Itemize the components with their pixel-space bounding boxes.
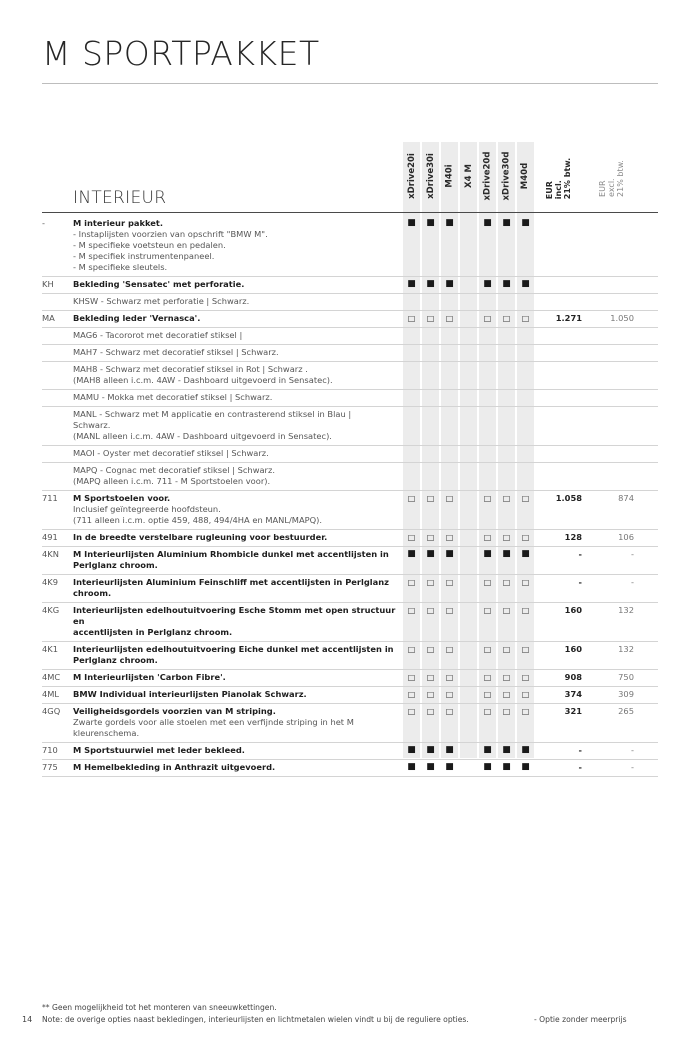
option-title: M Hemelbekleding in Anthrazit uitgevoerd. bbox=[73, 762, 276, 772]
standard-mark: ■ bbox=[502, 218, 511, 228]
optional-mark: □ bbox=[407, 673, 416, 682]
option-detail: Schwarz. bbox=[73, 420, 111, 430]
option-detail: MAOI - Oyster met decoratief stiksel | Schwarz. bbox=[73, 448, 269, 458]
option-detail: (711 alleen i.c.m. optie 459, 488, 494/4HA en MANL/MAPQ). bbox=[73, 515, 323, 525]
option-description bbox=[73, 549, 403, 571]
optional-mark: □ bbox=[407, 606, 416, 615]
optional-mark: □ bbox=[407, 494, 416, 503]
optional-mark: □ bbox=[445, 690, 454, 699]
optional-mark: □ bbox=[445, 673, 454, 682]
optional-mark: □ bbox=[502, 606, 511, 615]
option-title: M Interieurlijsten Aluminium Rhombicle dunkel met accentlijsten in bbox=[73, 549, 389, 559]
standard-mark: ■ bbox=[483, 279, 492, 289]
optional-mark: □ bbox=[521, 314, 530, 323]
option-code: 491 bbox=[42, 532, 58, 542]
standard-mark: ■ bbox=[445, 745, 454, 755]
price-incl-vat: 128 bbox=[564, 532, 582, 542]
price-incl-label-2: incl. bbox=[554, 179, 564, 199]
option-title: M Sportstoelen voor. bbox=[73, 493, 171, 503]
option-title: Bekleding 'Sensatec' met perforatie. bbox=[73, 279, 245, 289]
option-description bbox=[73, 392, 403, 403]
option-title: Perlglanz chroom. bbox=[73, 560, 158, 570]
option-description bbox=[73, 605, 403, 638]
page-number: 14 bbox=[22, 1015, 33, 1024]
optional-mark: □ bbox=[445, 533, 454, 542]
option-title: Interieurlijsten Aluminium Feinschliff met accentlijsten in Perlglanz bbox=[73, 577, 389, 587]
standard-mark: ■ bbox=[502, 745, 511, 755]
option-row bbox=[42, 277, 658, 294]
option-description bbox=[73, 364, 403, 386]
standard-mark: ■ bbox=[483, 549, 492, 559]
model-name: xDrive20d bbox=[482, 151, 493, 201]
section-title: INTERIEUR bbox=[73, 188, 167, 208]
price-excl-vat: 132 bbox=[618, 605, 634, 615]
option-detail: - M specifieke sleutels. bbox=[73, 262, 168, 272]
option-detail: MANL - Schwarz met M applicatie en contrasterend stiksel in Blau | bbox=[73, 409, 352, 419]
option-description bbox=[73, 218, 403, 273]
standard-mark: ■ bbox=[445, 762, 454, 772]
standard-mark: ■ bbox=[521, 279, 530, 289]
price-incl-vat: 374 bbox=[564, 689, 582, 699]
price-excl-vat: - bbox=[631, 745, 634, 755]
standard-mark: ■ bbox=[407, 762, 416, 772]
option-code: 4K9 bbox=[42, 577, 58, 587]
optional-mark: □ bbox=[521, 645, 530, 654]
model-name: xDrive30d bbox=[501, 151, 512, 201]
option-row bbox=[42, 687, 658, 704]
optional-mark: □ bbox=[426, 690, 435, 699]
option-detail: (MANL alleen i.c.m. 4AW - Dashboard uitgevoerd in Sensatec). bbox=[73, 431, 332, 441]
option-code: 4KG bbox=[42, 605, 60, 615]
optional-mark: □ bbox=[426, 494, 435, 503]
price-excl-vat: 309 bbox=[618, 689, 634, 699]
optional-mark: □ bbox=[426, 578, 435, 587]
option-row bbox=[42, 407, 658, 446]
standard-mark: ■ bbox=[426, 549, 435, 559]
price-incl-header bbox=[541, 145, 577, 211]
optional-mark: □ bbox=[445, 707, 454, 716]
option-row bbox=[42, 670, 658, 687]
standard-mark: ■ bbox=[502, 279, 511, 289]
option-row bbox=[42, 216, 658, 277]
options-table bbox=[42, 216, 658, 777]
model-column-header bbox=[403, 143, 420, 209]
option-title: Perlglanz chroom. bbox=[73, 655, 158, 665]
standard-mark: ■ bbox=[521, 745, 530, 755]
option-code: 711 bbox=[42, 493, 58, 503]
option-row bbox=[42, 390, 658, 407]
optional-mark: □ bbox=[407, 533, 416, 542]
standard-mark: ■ bbox=[521, 549, 530, 559]
option-code: 710 bbox=[42, 745, 58, 755]
option-detail: (MAH8 alleen i.c.m. 4AW - Dashboard uitgevoerd in Sensatec). bbox=[73, 375, 333, 385]
standard-mark: ■ bbox=[502, 762, 511, 772]
standard-mark: ■ bbox=[521, 218, 530, 228]
optional-mark: □ bbox=[502, 707, 511, 716]
standard-mark: ■ bbox=[426, 762, 435, 772]
price-incl-vat: 1.271 bbox=[555, 313, 582, 323]
option-detail: MAPQ - Cognac met decoratief stiksel | Schwarz. bbox=[73, 465, 275, 475]
header-divider bbox=[42, 212, 658, 213]
option-code: 4KN bbox=[42, 549, 59, 559]
model-column-header bbox=[441, 143, 458, 209]
model-column-header bbox=[517, 143, 534, 209]
optional-mark: □ bbox=[483, 645, 492, 654]
option-description bbox=[73, 448, 403, 459]
option-title: In de breedte verstelbare rugleuning voor bestuurder. bbox=[73, 532, 328, 542]
price-excl-vat: 106 bbox=[618, 532, 634, 542]
option-detail: MAH7 - Schwarz met decoratief stiksel | Schwarz. bbox=[73, 347, 279, 357]
optional-mark: □ bbox=[483, 606, 492, 615]
standard-mark: ■ bbox=[502, 549, 511, 559]
price-excl-vat: - bbox=[631, 762, 634, 772]
standard-mark: ■ bbox=[445, 218, 454, 228]
optional-mark: □ bbox=[426, 707, 435, 716]
option-detail: MAG6 - Tacororot met decoratief stiksel | bbox=[73, 330, 243, 340]
optional-mark: □ bbox=[426, 314, 435, 323]
option-row bbox=[42, 362, 658, 390]
option-code: - bbox=[42, 218, 45, 228]
model-column-header bbox=[422, 143, 439, 209]
option-description bbox=[73, 279, 403, 290]
standard-mark: ■ bbox=[407, 745, 416, 755]
price-incl-vat: 160 bbox=[564, 644, 582, 654]
model-name: xDrive30i bbox=[425, 153, 436, 199]
price-excl-vat: 1.050 bbox=[610, 313, 634, 323]
option-title: BMW Individual interieurlijsten Pianolak Schwarz. bbox=[73, 689, 307, 699]
price-incl-vat: - bbox=[578, 549, 582, 559]
option-title: M interieur pakket. bbox=[73, 218, 164, 228]
option-title: accentlijsten in Perlglanz chroom. bbox=[73, 627, 233, 637]
optional-mark: □ bbox=[502, 533, 511, 542]
price-excl-vat: 874 bbox=[618, 493, 634, 503]
footnote-note: Note: de overige opties naast bekledingen, interieurlijsten en lichtmetalen wielen vindt u bij de reguliere opties. bbox=[42, 1015, 469, 1024]
optional-mark: □ bbox=[445, 645, 454, 654]
option-row bbox=[42, 446, 658, 463]
option-row bbox=[42, 463, 658, 491]
price-incl-label-3: 21% btw. bbox=[563, 157, 573, 199]
optional-mark: □ bbox=[521, 533, 530, 542]
option-code: MA bbox=[42, 313, 55, 323]
standard-mark: ■ bbox=[521, 762, 530, 772]
option-description bbox=[73, 745, 403, 756]
optional-mark: □ bbox=[483, 673, 492, 682]
option-title: Interieurlijsten edelhoutuitvoering Eiche dunkel met accentlijsten in bbox=[73, 644, 394, 654]
price-excl-vat: - bbox=[631, 577, 634, 587]
optional-mark: □ bbox=[483, 707, 492, 716]
price-incl-vat: 1.058 bbox=[555, 493, 582, 503]
option-detail: Zwarte gordels voor alle stoelen met een verfijnde striping in het M bbox=[73, 717, 354, 727]
model-column-header bbox=[460, 143, 477, 209]
option-detail: MAH8 - Schwarz met decoratief stiksel in Rot | Schwarz . bbox=[73, 364, 308, 374]
option-description bbox=[73, 493, 403, 526]
optional-mark: □ bbox=[407, 314, 416, 323]
top-divider bbox=[42, 83, 658, 84]
standard-mark: ■ bbox=[426, 745, 435, 755]
option-code: 4MC bbox=[42, 672, 61, 682]
option-row bbox=[42, 743, 658, 760]
optional-mark: □ bbox=[521, 690, 530, 699]
option-description bbox=[73, 465, 403, 487]
option-row bbox=[42, 345, 658, 362]
price-excl-label-3: 21% btw. bbox=[615, 159, 625, 197]
option-description bbox=[73, 409, 403, 442]
standard-mark: ■ bbox=[407, 279, 416, 289]
optional-mark: □ bbox=[521, 494, 530, 503]
legend: - Optie zonder meerprijs bbox=[534, 1015, 627, 1024]
standard-mark: ■ bbox=[445, 279, 454, 289]
model-name: X4 M bbox=[463, 164, 474, 188]
standard-mark: ■ bbox=[426, 218, 435, 228]
optional-mark: □ bbox=[521, 578, 530, 587]
optional-mark: □ bbox=[521, 673, 530, 682]
model-column-header bbox=[498, 143, 515, 209]
optional-mark: □ bbox=[502, 690, 511, 699]
optional-mark: □ bbox=[502, 494, 511, 503]
price-excl-vat: - bbox=[631, 549, 634, 559]
standard-mark: ■ bbox=[483, 218, 492, 228]
option-title: Veiligheidsgordels voorzien van M striping. bbox=[73, 706, 276, 716]
optional-mark: □ bbox=[502, 578, 511, 587]
option-description bbox=[73, 330, 403, 341]
page-title: M SPORTPAKKET bbox=[42, 34, 320, 73]
option-title: M Interieurlijsten 'Carbon Fibre'. bbox=[73, 672, 226, 682]
option-row bbox=[42, 311, 658, 328]
option-description bbox=[73, 672, 403, 683]
option-row bbox=[42, 547, 658, 575]
model-name: xDrive20i bbox=[406, 153, 417, 199]
option-description bbox=[73, 532, 403, 543]
standard-mark: ■ bbox=[483, 745, 492, 755]
price-excl-vat: 132 bbox=[618, 644, 634, 654]
model-name: M40i bbox=[444, 164, 455, 188]
option-detail: kleurenschema. bbox=[73, 728, 140, 738]
option-row bbox=[42, 530, 658, 547]
option-description bbox=[73, 644, 403, 666]
option-description bbox=[73, 706, 403, 739]
price-incl-vat: 160 bbox=[564, 605, 582, 615]
option-code: 4K1 bbox=[42, 644, 58, 654]
optional-mark: □ bbox=[502, 645, 511, 654]
option-title: Bekleding leder 'Vernasca'. bbox=[73, 313, 201, 323]
price-incl-vat: - bbox=[578, 577, 582, 587]
standard-mark: ■ bbox=[407, 218, 416, 228]
option-row bbox=[42, 328, 658, 345]
footnote-snow-chains: ** Geen mogelijkheid tot het monteren van sneeuwkettingen. bbox=[42, 1003, 277, 1012]
optional-mark: □ bbox=[445, 606, 454, 615]
optional-mark: □ bbox=[483, 690, 492, 699]
price-excl-label-1: EUR bbox=[597, 179, 607, 197]
price-incl-vat: 321 bbox=[564, 706, 582, 716]
price-incl-label-1: EUR bbox=[545, 180, 555, 199]
option-description bbox=[73, 577, 403, 599]
option-row bbox=[42, 642, 658, 670]
option-title: M Sportstuurwiel met leder bekleed. bbox=[73, 745, 245, 755]
option-code: 4GQ bbox=[42, 706, 61, 716]
optional-mark: □ bbox=[483, 314, 492, 323]
optional-mark: □ bbox=[407, 578, 416, 587]
optional-mark: □ bbox=[521, 606, 530, 615]
price-incl-vat: - bbox=[578, 745, 582, 755]
option-title: chroom. bbox=[73, 588, 112, 598]
option-detail: (MAPQ alleen i.c.m. 711 - M Sportstoelen voor). bbox=[73, 476, 271, 486]
optional-mark: □ bbox=[426, 533, 435, 542]
price-excl-vat: 750 bbox=[618, 672, 634, 682]
option-code: 775 bbox=[42, 762, 58, 772]
model-column-header bbox=[479, 143, 496, 209]
price-excl-label-2: excl. bbox=[606, 177, 616, 197]
optional-mark: □ bbox=[407, 690, 416, 699]
option-row bbox=[42, 491, 658, 530]
standard-mark: ■ bbox=[407, 549, 416, 559]
optional-mark: □ bbox=[426, 606, 435, 615]
optional-mark: □ bbox=[407, 645, 416, 654]
option-row bbox=[42, 603, 658, 642]
price-incl-vat: 908 bbox=[564, 672, 582, 682]
optional-mark: □ bbox=[445, 578, 454, 587]
optional-mark: □ bbox=[502, 314, 511, 323]
option-detail: MAMU - Mokka met decoratief stiksel | Schwarz. bbox=[73, 392, 273, 402]
standard-mark: ■ bbox=[426, 279, 435, 289]
option-detail: KHSW - Schwarz met perforatie | Schwarz. bbox=[73, 296, 250, 306]
optional-mark: □ bbox=[445, 494, 454, 503]
option-row bbox=[42, 760, 658, 777]
standard-mark: ■ bbox=[445, 549, 454, 559]
optional-mark: □ bbox=[483, 494, 492, 503]
option-description bbox=[73, 762, 403, 773]
price-incl-vat: - bbox=[578, 762, 582, 772]
model-name: M40d bbox=[520, 162, 531, 190]
optional-mark: □ bbox=[426, 645, 435, 654]
optional-mark: □ bbox=[521, 707, 530, 716]
optional-mark: □ bbox=[445, 314, 454, 323]
price-excl-header bbox=[593, 145, 629, 211]
standard-mark: ■ bbox=[483, 762, 492, 772]
option-detail: Inclusief geïntegreerde hoofdsteun. bbox=[73, 504, 221, 514]
option-description bbox=[73, 347, 403, 358]
option-code: 4ML bbox=[42, 689, 60, 699]
option-detail: - M specifiek instrumentenpaneel. bbox=[73, 251, 215, 261]
option-description bbox=[73, 689, 403, 700]
option-detail: - Instaplijsten voorzien van opschrift "BMW M". bbox=[73, 229, 268, 239]
option-description bbox=[73, 296, 403, 307]
option-row bbox=[42, 294, 658, 311]
optional-mark: □ bbox=[407, 707, 416, 716]
optional-mark: □ bbox=[483, 578, 492, 587]
option-code: KH bbox=[42, 279, 54, 289]
option-row bbox=[42, 704, 658, 743]
option-row bbox=[42, 575, 658, 603]
option-title: Interieurlijsten edelhoutuitvoering Esche Stomm met open structuur en bbox=[73, 605, 396, 626]
optional-mark: □ bbox=[426, 673, 435, 682]
optional-mark: □ bbox=[483, 533, 492, 542]
price-excl-vat: 265 bbox=[618, 706, 634, 716]
option-detail: - M specifieke voetsteun en pedalen. bbox=[73, 240, 226, 250]
optional-mark: □ bbox=[502, 673, 511, 682]
option-description bbox=[73, 313, 403, 324]
